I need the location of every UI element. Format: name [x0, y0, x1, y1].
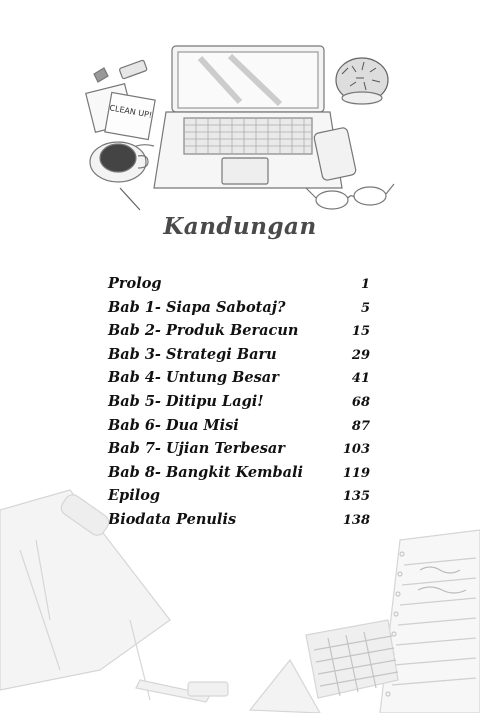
toc-page: 87	[351, 418, 370, 434]
toc-row	[108, 296, 370, 320]
toc-page: 15	[351, 324, 370, 340]
background-illustration	[0, 470, 480, 713]
toc-row	[108, 437, 370, 461]
toc-page: 138	[342, 512, 370, 528]
toc-title: Bab 2- Produk Beracun	[108, 322, 299, 340]
toc-title: Bab 1- Siapa Sabotaj?	[108, 298, 286, 316]
toc-row	[108, 272, 370, 296]
toc-title: Bab 3- Strategi Baru	[108, 345, 277, 363]
toc-title: Prolog	[108, 275, 162, 292]
page-title: Kandungan	[163, 213, 317, 240]
toc-page: 5	[360, 300, 370, 316]
toc-page: 68	[351, 394, 370, 410]
toc-row	[108, 414, 370, 438]
toc-row	[108, 343, 370, 367]
toc-row	[108, 390, 370, 414]
toc-page: 119	[342, 465, 370, 481]
toc-title: Bab 5- Ditipu Lagi!	[108, 392, 264, 410]
toc-title: Bab 7- Ujian Terbesar	[108, 440, 285, 458]
toc-title: Bab 6- Dua Misi	[108, 416, 239, 434]
toc-row	[108, 366, 370, 390]
toc-title: Bab 8- Bangkit Kembali	[108, 463, 304, 481]
toc-page: 135	[342, 489, 370, 505]
toc-title: Biodata Penulis	[108, 510, 237, 528]
desk-illustration	[80, 38, 410, 218]
toc-title: Bab 4- Untung Besar	[108, 369, 279, 387]
sticky-note-text: CLEAN UP!	[108, 103, 153, 120]
toc-page: 103	[342, 442, 370, 458]
toc-title: Epilog	[108, 487, 161, 505]
toc-page: 29	[351, 347, 370, 363]
toc-page: 1	[360, 277, 370, 292]
toc-row	[108, 319, 370, 343]
toc-page: 41	[351, 371, 370, 387]
